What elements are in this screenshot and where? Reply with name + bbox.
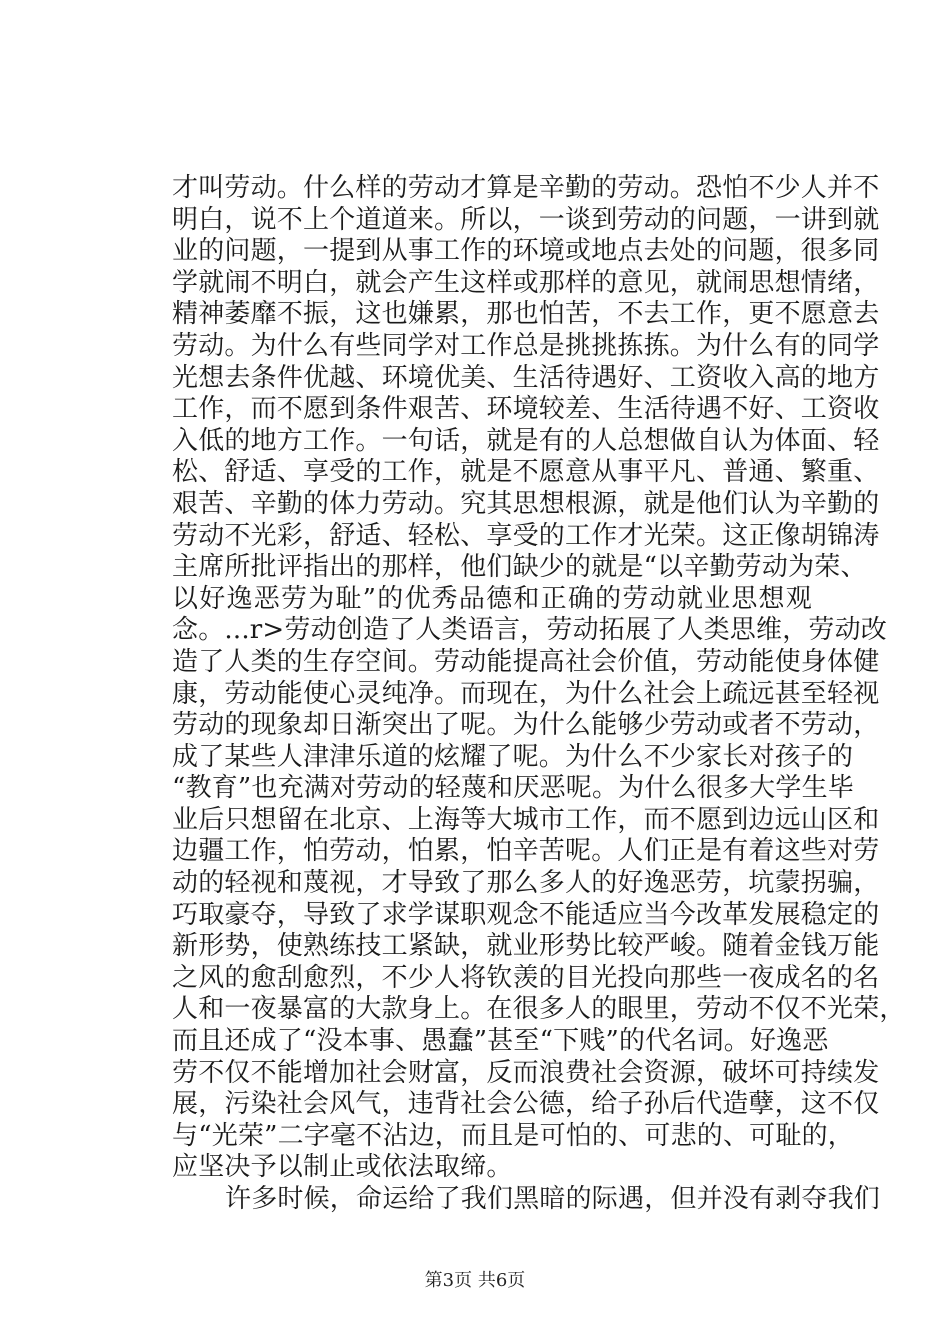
text-line: 康，劳动能使心灵纯净。而现在，为什么社会上疏远甚至轻视 [172, 678, 880, 709]
text-line: 业后只想留在北京、上海等大城市工作，而不愿到边远山区和 [172, 804, 880, 835]
text-line: 新形势，使熟练技工紧缺，就业形势比较严峻。随着金钱万能 [172, 931, 880, 962]
page-footer: 第3页 共6页 [424, 1270, 526, 1291]
text-line: 念。...r>劳动创造了人类语言，劳动拓展了人类思维，劳动改 [172, 615, 888, 646]
text-line: 光想去条件优越、环境优美、生活待遇好、工资收入高的地方 [172, 362, 880, 393]
text-line-paragraph-end: 应坚决予以制止或依法取缔。 [172, 1152, 513, 1183]
text-line: 业的问题，一提到从事工作的环境或地点去处的问题，很多同 [172, 236, 880, 267]
text-line: 成了某些人津津乐道的炫耀了呢。为什么不少家长对孩子的 [172, 741, 854, 772]
text-line: 劳动不光彩，舒适、轻松、享受的工作才光荣。这正像胡锦涛 [172, 520, 880, 551]
text-line: 之风的愈刮愈烈，不少人将钦羡的目光投向那些一夜成名的名 [172, 962, 880, 993]
text-line: 动的轻视和蔑视，才导致了那么多人的好逸恶劳，坑蒙拐骗， [172, 868, 880, 899]
body-text [172, 173, 906, 1216]
text-line: 入低的地方工作。一句话，就是有的人总想做自认为体面、轻 [172, 425, 880, 456]
text-line: 与“光荣”二字毫不沾边，而且是可怕的、可悲的、可耻的， [172, 1120, 854, 1151]
text-line: 精神萎靡不振，这也嫌累，那也怕苦，不去工作，更不愿意去 [172, 299, 880, 330]
text-line: 劳不仅不能增加社会财富，反而浪费社会资源，破坏可持续发 [172, 1057, 880, 1088]
text-line: 边疆工作，怕劳动，怕累，怕辛苦呢。人们正是有着这些对劳 [172, 836, 880, 867]
text-line: 松、舒适、享受的工作，就是不愿意从事平凡、普通、繁重、 [172, 457, 880, 488]
text-line: 才叫劳动。什么样的劳动才算是辛勤的劳动。恐怕不少人并不 [172, 173, 880, 203]
text-line: 学就闹不明白，就会产生这样或那样的意见，就闹思想情绪， [172, 267, 880, 298]
text-line: 巧取豪夺，导致了求学谋职观念不能适应当今改革发展稳定的 [172, 899, 880, 930]
text-line: 造了人类的生存空间。劳动能提高社会价值，劳动能使身体健 [172, 646, 880, 677]
text-line: 劳动的现象却日渐突出了呢。为什么能够少劳动或者不劳动， [172, 710, 880, 741]
text-line: 明白，说不上个道道来。所以，一谈到劳动的问题，一讲到就 [172, 204, 880, 235]
text-line: 劳动。为什么有些同学对工作总是挑挑拣拣。为什么有的同学 [172, 330, 880, 361]
text-line: 艰苦、辛勤的体力劳动。究其思想根源，就是他们认为辛勤的 [172, 488, 880, 519]
text-line: 主席所批评指出的那样，他们缺少的就是“以辛勤劳动为荣、 [172, 552, 867, 583]
text-line: “教育”也充满对劳动的轻蔑和厌恶呢。为什么很多大学生毕 [172, 773, 854, 804]
text-line: 以好逸恶劳为耻”的优秀品德和正确的劳动就业思想观 [172, 583, 812, 614]
text-line: 工作，而不愿到条件艰苦、环境较差、生活待遇不好、工资收 [172, 394, 880, 425]
text-line: 人和一夜暴富的大款身上。在很多人的眼里，劳动不仅不光荣， [172, 994, 906, 1025]
text-line-paragraph-start: 许多时候，命运给了我们黑暗的际遇，但并没有剥夺我们 [225, 1184, 881, 1214]
text-line: 展，污染社会风气，违背社会公德，给子孙后代造孽，这不仅 [172, 1089, 880, 1120]
text-line: 而且还成了“没本事、愚蠢”甚至“下贱”的代名词。好逸恶 [172, 1026, 829, 1057]
